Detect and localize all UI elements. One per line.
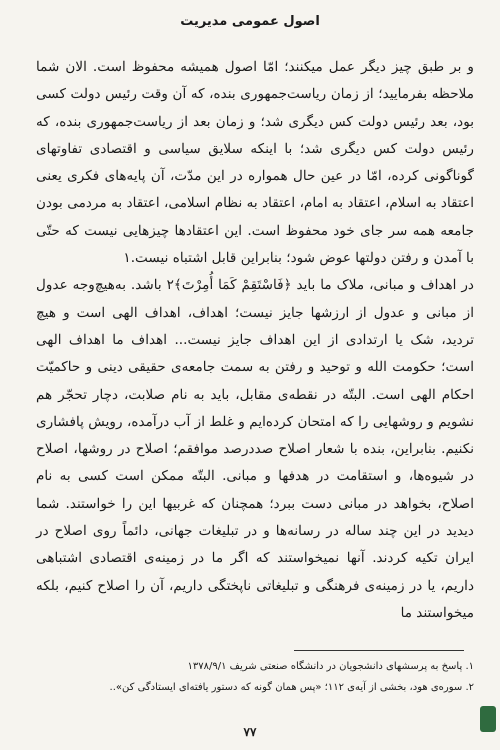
paragraph: و بر طبق چیز دیگر عمل میکنند؛ امّا اصول همیشه محفوظ است. الان شما ملاحظه بفرمایید؛ از زمان ریاست‌جمهوری بنده، که آن وقت رئیس دولت کسی بود، بعد رئیس دولت کس دیگری شد؛ و زمان بعد از ریاست‌جمهوری بنده، که رئیس دولت کس دیگری شد؛ با اینکه سلایق سیاسی و اقتصادی تفاوتهای گوناگونی کرده، امّا در عین حال همواره در این مدّت، آن پایه‌های فکری یعنی اعتقاد به اسلام، اعتقاد به امام، اعتقاد به نظام اسلامی، اعتقاد به مردمی بودن جامعه همه سر جای خود محفوظ است. این اعتقادها چیزهایی نیست که حتّی با آمدن و رفتن دولتها عوض شود؛ بنابراین قابل اشتباه نیست.۱ [36,59,474,267]
footnote: ۱. پاسخ به پرسشهای دانشجویان در دانشگاه صنعتی شریف ۱۳۷۸/۹/۱ [187,661,474,672]
body-text [36,54,474,627]
page-number: ۷۷ [243,725,257,739]
footnotes [36,656,474,698]
paragraph: در اهداف و مبانی، ملاک ما باید ﴿فَاسْتَقِمْ كَمَا أُمِرْتَ﴾۲ باشد. به‌هیچ‌وجه عدول از مبانی و عدول از ارزشها جایز نیست؛ اهداف، اهداف الهی است و هیچ تردید، شک یا ارتدادی از این اهداف جایز نیست... اهداف ما اهداف الهی است؛ حکومت الله و توحید و رفتن به سمت جامعه‌ی حقیقی دینی و حاکمیّت احکام الهی است. البتّه در نقطه‌ی مقابل، باید به نام صلابت، دچار تحجّر هم نشویم و روشهایی را که امتحان کرده‌ایم و غلط از آب درآمده، رویش پافشاری نکنیم. بنابراین، بنده با شعار اصلاح صددرصد موافقم؛ اصلاح در روشها، اصلاح در شیوه‌ها، و استقامت در هدفها و مبانی. البتّه ممکن است کسی به نام اصلاح، بخواهد در مبانی دست ببرد؛ همچنان که غربیها این را خواستند. شما دیدید در این چند ساله در رسانه‌ها و در تبلیغات جهانی، دائماً روی اصلاح در ایران تکیه کردند. آنها نمیخواستند که اگر ما در زمینه‌ی اقتصادی اشتباهی داریم، یا در زمینه‌ی فرهنگی و تبلیغاتی ناپختگی داریم، آن را اصلاح کنیم، بلکه میخواستند ما [36,277,474,621]
footnote-divider [294,650,464,651]
footnote: ۲. سوره‌ی هود، بخشی از آیه‌ی ۱۱۲؛ «پس همان گونه که دستور یافته‌ای ایستادگی کن».. [109,682,474,693]
publisher-logo-icon [480,706,496,732]
running-title: اصول عمومی مدیریت [180,14,320,29]
